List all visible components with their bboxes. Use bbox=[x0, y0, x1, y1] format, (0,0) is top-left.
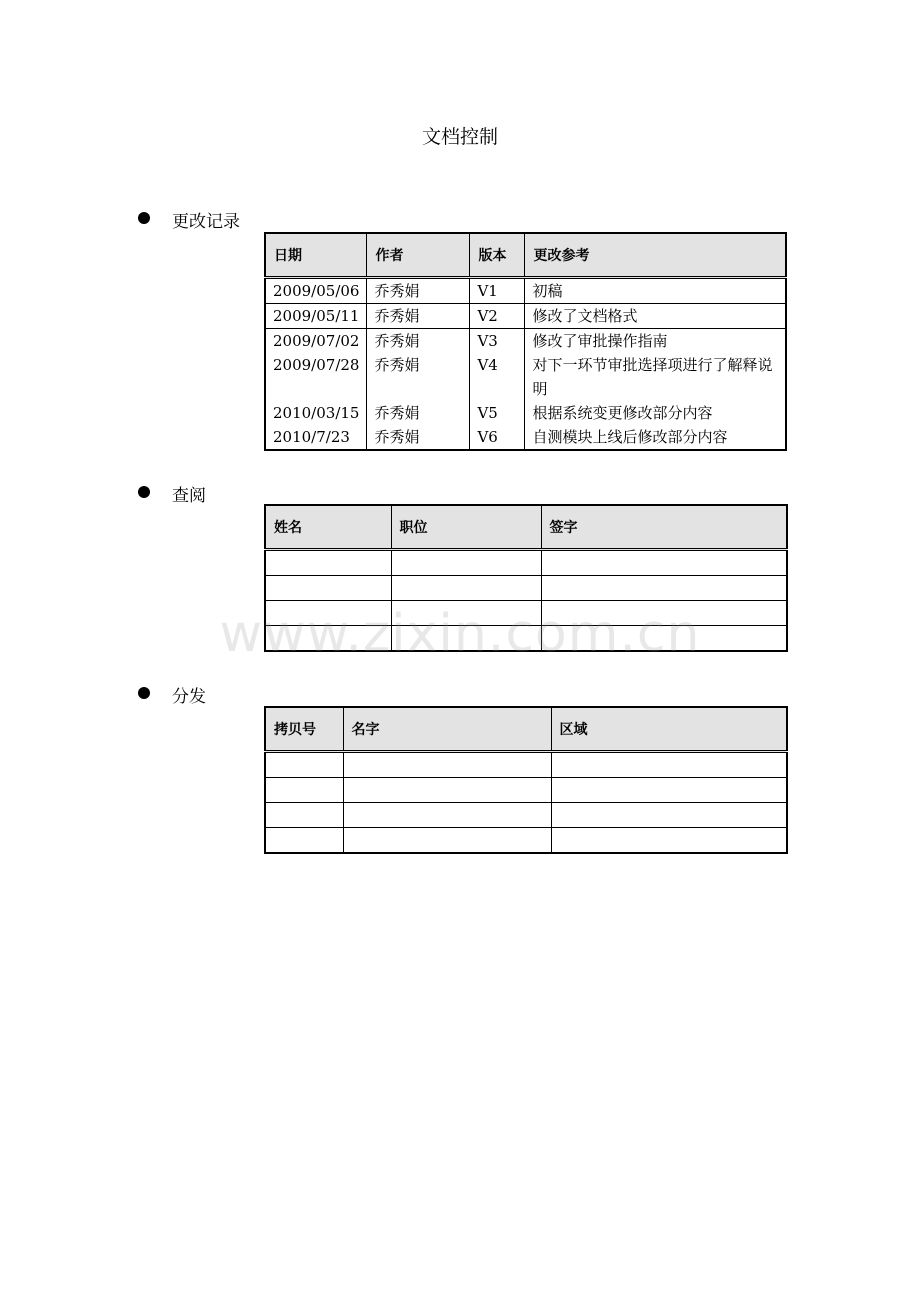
table-row bbox=[265, 828, 787, 854]
cell-date: 2010/7/23 bbox=[265, 425, 367, 450]
empty-cell bbox=[265, 828, 343, 854]
empty-cell bbox=[541, 550, 787, 576]
table-header-row bbox=[265, 505, 787, 550]
empty-cell bbox=[343, 828, 551, 854]
bullet-icon bbox=[138, 486, 150, 498]
empty-cell bbox=[265, 778, 343, 803]
cell-author: 乔秀娟 bbox=[367, 425, 470, 450]
empty-cell bbox=[265, 576, 391, 601]
empty-cell bbox=[391, 550, 541, 576]
cell-version: V1 bbox=[470, 278, 525, 304]
empty-cell bbox=[551, 752, 787, 778]
column-header: 姓名 bbox=[265, 505, 391, 550]
cell-date: 2009/05/11 bbox=[265, 304, 367, 329]
section-label-review: 查阅 bbox=[172, 486, 206, 506]
empty-cell bbox=[265, 752, 343, 778]
cell-version: V5 bbox=[470, 401, 525, 425]
table-header-row bbox=[265, 707, 787, 752]
column-header: 版本 bbox=[470, 233, 525, 278]
table-row bbox=[265, 401, 786, 425]
table-row bbox=[265, 803, 787, 828]
bullet-icon bbox=[138, 687, 150, 699]
table-row bbox=[265, 329, 786, 354]
empty-cell bbox=[343, 803, 551, 828]
table-row bbox=[265, 304, 786, 329]
cell-version: V6 bbox=[470, 425, 525, 450]
section-label-history: 更改记录 bbox=[172, 212, 240, 232]
table-row bbox=[265, 425, 786, 450]
column-header: 职位 bbox=[391, 505, 541, 550]
cell-version: V4 bbox=[470, 353, 525, 401]
empty-cell bbox=[265, 803, 343, 828]
cell-author: 乔秀娟 bbox=[367, 401, 470, 425]
table-row bbox=[265, 278, 786, 304]
bullet-icon bbox=[138, 212, 150, 224]
table-row bbox=[265, 353, 786, 401]
cell-author: 乔秀娟 bbox=[367, 278, 470, 304]
table-header-row bbox=[265, 233, 786, 278]
empty-cell bbox=[551, 828, 787, 854]
cell-author: 乔秀娟 bbox=[367, 353, 470, 401]
table-row bbox=[265, 752, 787, 778]
column-header: 签字 bbox=[541, 505, 787, 550]
column-header: 作者 bbox=[367, 233, 470, 278]
column-header: 拷贝号 bbox=[265, 707, 343, 752]
cell-author: 乔秀娟 bbox=[367, 304, 470, 329]
cell-date: 2009/07/28 bbox=[265, 353, 367, 401]
section-label-distribution: 分发 bbox=[172, 687, 206, 707]
cell-author: 乔秀娟 bbox=[367, 329, 470, 354]
page-title: 文档控制 bbox=[421, 126, 498, 148]
empty-cell bbox=[551, 803, 787, 828]
history-table bbox=[264, 232, 787, 451]
cell-date: 2009/07/02 bbox=[265, 329, 367, 354]
column-header: 日期 bbox=[265, 233, 367, 278]
empty-cell bbox=[391, 576, 541, 601]
table-row bbox=[265, 550, 787, 576]
cell-note: 自测模块上线后修改部分内容 bbox=[532, 428, 728, 446]
empty-cell bbox=[551, 778, 787, 803]
cell-note: 对下一环节审批选择项进行了解释说明 bbox=[532, 356, 773, 398]
column-header: 更改参考 bbox=[525, 233, 786, 278]
empty-cell bbox=[343, 752, 551, 778]
cell-note: 根据系统变更修改部分内容 bbox=[532, 404, 713, 422]
distribution-table bbox=[264, 706, 788, 854]
column-header: 区域 bbox=[551, 707, 787, 752]
cell-date: 2010/03/15 bbox=[265, 401, 367, 425]
watermark: www.zixin.com.cn bbox=[219, 604, 701, 664]
empty-cell bbox=[541, 576, 787, 601]
column-header: 名字 bbox=[343, 707, 551, 752]
table-row bbox=[265, 778, 787, 803]
cell-date: 2009/05/06 bbox=[265, 278, 367, 304]
cell-version: V2 bbox=[470, 304, 525, 329]
table-row bbox=[265, 576, 787, 601]
cell-version: V3 bbox=[470, 329, 525, 354]
cell-note: 初稿 bbox=[525, 278, 786, 304]
empty-cell bbox=[265, 550, 391, 576]
cell-note: 修改了文档格式 bbox=[525, 304, 786, 329]
cell-note: 修改了审批操作指南 bbox=[532, 332, 668, 350]
empty-cell bbox=[343, 778, 551, 803]
